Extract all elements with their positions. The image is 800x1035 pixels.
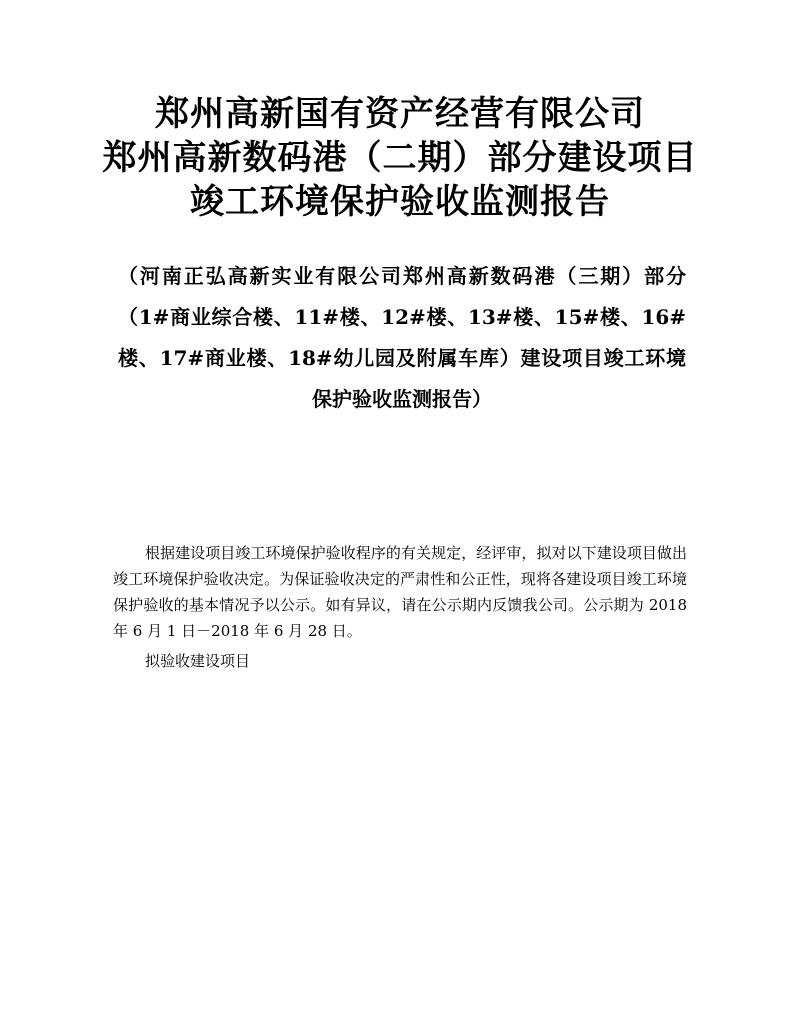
document-body — [113, 540, 687, 674]
document-title — [0, 92, 800, 224]
title-line-company: 郑州高新国有资产经营有限公司 — [155, 94, 645, 134]
title-line-report: 竣工环境保护验收监测报告 — [190, 182, 610, 222]
notice-paragraph: 根据建设项目竣工环境保护验收程序的有关规定，经评审，拟对以下建设项目做出竣工环境保护验收决定。为保证验收决定的严肃性和公正性，现将各建设项目竣工环境保护验收的基本情况予以公示。如有异议，请在公示期内反馈我公司。公示期为 2018 年 6 月 1 日－2018 年 6 月 28 日。 — [113, 544, 687, 640]
section-label: 拟验收建设项目 — [145, 652, 251, 670]
title-line-project: 郑州高新数码港（二期）部分建设项目 — [102, 138, 698, 178]
document-subtitle: （河南正弘高新实业有限公司郑州高新数码港（三期）部分（1#商业综合楼、11#楼、12#楼、13#楼、15#楼、16#楼、17#商业楼、18#幼儿园及附属车库）建设项目竣工环境保护验收监测报告） — [118, 264, 686, 411]
